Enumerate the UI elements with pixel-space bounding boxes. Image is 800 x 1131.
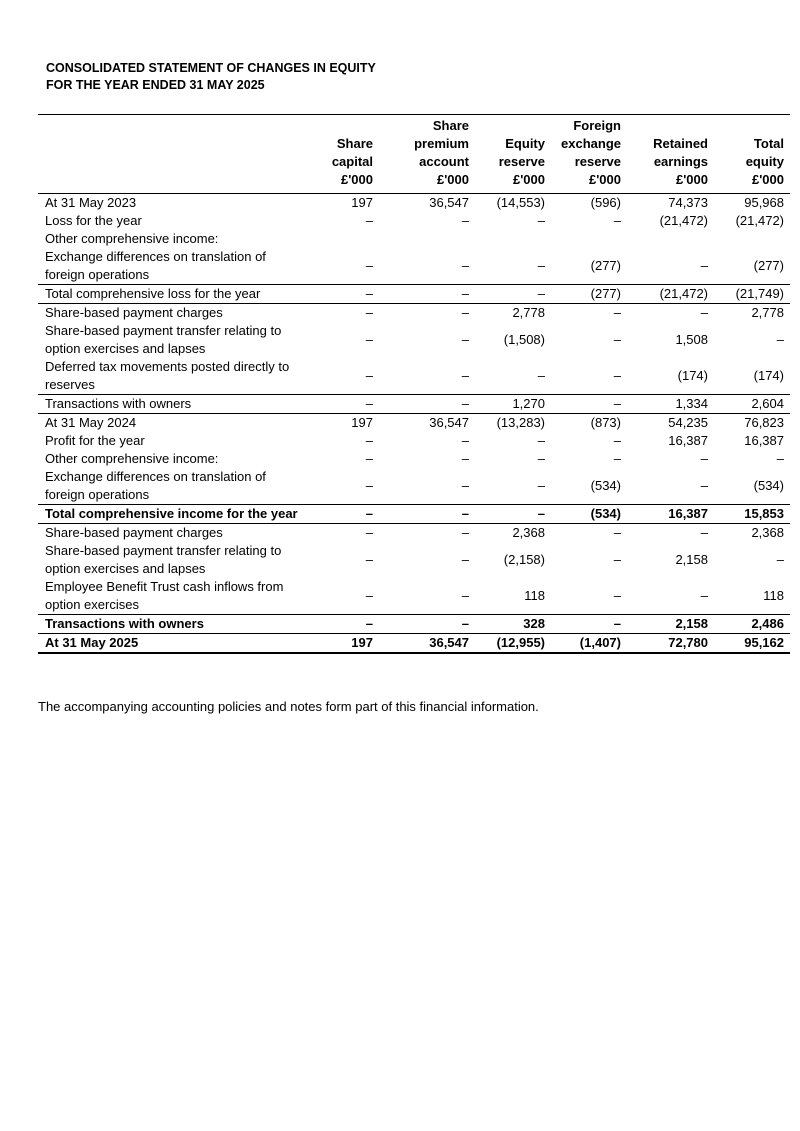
footnote: The accompanying accounting policies and notes form part of this financial information. <box>38 699 539 714</box>
cell-value: – <box>613 552 621 567</box>
cell-value: – <box>314 285 379 304</box>
row-label: Total comprehensive loss for the year <box>38 285 314 304</box>
cell-value: 2,486 <box>714 615 790 634</box>
column-header <box>379 115 475 194</box>
column-header-line: capital <box>331 154 373 169</box>
cell-value: 328 <box>475 615 551 634</box>
cell-value: – <box>475 505 551 524</box>
cell-value: – <box>365 433 373 448</box>
table-row <box>38 248 790 285</box>
row-label: Transactions with owners <box>38 615 314 634</box>
cell-value <box>714 230 790 248</box>
title-line-2: FOR THE YEAR ENDED 31 MAY 2025 <box>46 78 265 92</box>
cell-value: 197 <box>314 634 379 654</box>
column-header-line: equity <box>745 154 784 169</box>
cell-value: – <box>461 451 469 466</box>
cell-value: – <box>461 332 469 347</box>
table-row <box>38 395 790 414</box>
table-row <box>38 615 790 634</box>
table-row <box>38 212 790 230</box>
table-row <box>38 304 790 323</box>
cell-value: 2,604 <box>714 395 790 414</box>
cell-value: 36,547 <box>379 414 475 433</box>
cell-value: – <box>776 552 784 567</box>
column-header <box>551 115 627 194</box>
cell-value: 74,373 <box>627 194 714 213</box>
cell-value: – <box>627 304 714 323</box>
column-header-line: exchange <box>561 136 621 151</box>
row-label: At 31 May 2024 <box>38 414 314 433</box>
table-row <box>38 358 790 395</box>
row-label: Total comprehensive income for the year <box>38 505 314 524</box>
row-label: Deferred tax movements posted directly to reserves <box>45 359 290 392</box>
cell-value <box>379 230 475 248</box>
cell-value <box>314 230 379 248</box>
cell-value: (21,472) <box>735 213 784 228</box>
cell-value: – <box>537 368 545 383</box>
cell-value: – <box>700 588 708 603</box>
cell-value: – <box>365 258 373 273</box>
cell-value: – <box>551 395 627 414</box>
column-header-line: £'000 <box>512 172 545 187</box>
table-row <box>38 578 790 615</box>
cell-value: 1,270 <box>475 395 551 414</box>
cell-value: 36,547 <box>379 194 475 213</box>
cell-value: – <box>613 368 621 383</box>
cell-value: 36,547 <box>379 634 475 654</box>
cell-value: 95,968 <box>714 194 790 213</box>
cell-value: – <box>365 368 373 383</box>
cell-value: – <box>461 552 469 567</box>
cell-value: (534) <box>551 505 627 524</box>
cell-value: – <box>379 615 475 634</box>
cell-value: – <box>613 588 621 603</box>
cell-value: – <box>551 615 627 634</box>
column-header-line: £'000 <box>751 172 784 187</box>
row-label: At 31 May 2023 <box>38 194 314 213</box>
cell-value: – <box>613 451 621 466</box>
table-row <box>38 285 790 304</box>
cell-value: – <box>700 478 708 493</box>
cell-value: – <box>365 588 373 603</box>
table-row <box>38 542 790 578</box>
column-header-line: £'000 <box>675 172 708 187</box>
cell-value <box>551 230 627 248</box>
row-label: Loss for the year <box>45 213 142 228</box>
cell-value: – <box>461 258 469 273</box>
table-row <box>38 468 790 505</box>
cell-value: – <box>475 285 551 304</box>
cell-value <box>627 230 714 248</box>
cell-value: – <box>379 524 475 543</box>
header-label-spacer <box>38 115 314 194</box>
cell-value: – <box>461 213 469 228</box>
table-row <box>38 230 790 248</box>
table-row <box>38 634 790 654</box>
title-line-1: CONSOLIDATED STATEMENT OF CHANGES IN EQUITY <box>46 61 376 75</box>
cell-value: – <box>700 451 708 466</box>
statement-title <box>46 60 376 94</box>
cell-value: (277) <box>551 285 627 304</box>
cell-value: 16,387 <box>668 433 708 448</box>
cell-value: – <box>461 433 469 448</box>
cell-value: (1,407) <box>551 634 627 654</box>
cell-value: 2,158 <box>675 552 708 567</box>
cell-value: 54,235 <box>627 414 714 433</box>
cell-value <box>475 230 551 248</box>
table-body <box>38 194 790 654</box>
cell-value: – <box>461 478 469 493</box>
column-header <box>475 115 551 194</box>
cell-value: (277) <box>753 258 784 273</box>
cell-value: (174) <box>753 368 784 383</box>
row-label: Employee Benefit Trust cash inflows from option exercises <box>45 579 284 612</box>
cell-value: (534) <box>753 478 784 493</box>
column-header-line: account <box>419 154 469 169</box>
cell-value: 76,823 <box>714 414 790 433</box>
table-header-row <box>38 115 790 194</box>
column-header-line: Foreign <box>573 118 621 133</box>
cell-value: (21,472) <box>627 285 714 304</box>
column-header-line: Equity <box>505 136 545 151</box>
table-row <box>38 322 790 358</box>
column-header-line: Share <box>432 118 469 133</box>
cell-value: (596) <box>551 194 627 213</box>
cell-value: 1,508 <box>675 332 708 347</box>
cell-value: (277) <box>590 258 621 273</box>
cell-value: (13,283) <box>475 414 551 433</box>
cell-value: 197 <box>314 194 379 213</box>
cell-value: 2,368 <box>714 524 790 543</box>
table-row <box>38 432 790 450</box>
cell-value: 72,780 <box>627 634 714 654</box>
cell-value: (534) <box>590 478 621 493</box>
cell-value: (12,955) <box>475 634 551 654</box>
cell-value: 16,387 <box>627 505 714 524</box>
cell-value: – <box>365 478 373 493</box>
row-label: Exchange differences on translation of foreign operations <box>45 249 266 282</box>
column-header <box>627 115 714 194</box>
cell-value: 2,158 <box>627 615 714 634</box>
row-label: At 31 May 2025 <box>38 634 314 654</box>
column-header-line: reserve <box>498 154 545 169</box>
cell-value: 15,853 <box>714 505 790 524</box>
cell-value: – <box>537 478 545 493</box>
column-header-line: Retained <box>653 136 708 151</box>
cell-value: – <box>314 304 379 323</box>
cell-value: 2,368 <box>475 524 551 543</box>
cell-value: 118 <box>524 588 545 603</box>
cell-value: (21,749) <box>714 285 790 304</box>
cell-value: – <box>314 505 379 524</box>
table-row <box>38 194 790 213</box>
row-label: Other comprehensive income: <box>45 451 219 466</box>
cell-value: – <box>365 213 373 228</box>
cell-value: 1,334 <box>627 395 714 414</box>
column-header-line: £'000 <box>340 172 373 187</box>
cell-value: 95,162 <box>714 634 790 654</box>
cell-value: – <box>776 451 784 466</box>
table-row <box>38 524 790 543</box>
cell-value: – <box>379 285 475 304</box>
cell-value: – <box>613 332 621 347</box>
cell-value: – <box>461 588 469 603</box>
cell-value: – <box>461 368 469 383</box>
cell-value: (174) <box>677 368 708 383</box>
cell-value: – <box>700 258 708 273</box>
column-header-line: £'000 <box>436 172 469 187</box>
cell-value: 2,778 <box>475 304 551 323</box>
cell-value: 16,387 <box>744 433 784 448</box>
cell-value: – <box>537 433 545 448</box>
cell-value: – <box>613 213 621 228</box>
cell-value: – <box>365 552 373 567</box>
cell-value: (873) <box>551 414 627 433</box>
row-label: Share-based payment transfer relating to option exercises and lapses <box>45 323 282 356</box>
cell-value: 197 <box>314 414 379 433</box>
cell-value: (2,158) <box>503 552 545 567</box>
cell-value: – <box>551 304 627 323</box>
cell-value: (21,472) <box>659 213 708 228</box>
column-header-line: £'000 <box>588 172 621 187</box>
row-label: Profit for the year <box>45 433 145 448</box>
row-label: Exchange differences on translation of foreign operations <box>45 469 266 502</box>
cell-value: – <box>537 451 545 466</box>
cell-value: – <box>537 258 545 273</box>
equity-table <box>38 114 790 654</box>
row-label: Share-based payment transfer relating to option exercises and lapses <box>45 543 282 576</box>
row-label: Transactions with owners <box>38 395 314 414</box>
cell-value: – <box>314 615 379 634</box>
cell-value: – <box>379 505 475 524</box>
cell-value: – <box>379 304 475 323</box>
cell-value: – <box>365 451 373 466</box>
cell-value: – <box>627 524 714 543</box>
cell-value: – <box>551 524 627 543</box>
cell-value: – <box>314 395 379 414</box>
column-header <box>314 115 379 194</box>
column-header-line: reserve <box>574 154 621 169</box>
row-label: Other comprehensive income: <box>45 231 219 246</box>
column-header <box>714 115 790 194</box>
cell-value: – <box>537 213 545 228</box>
cell-value: – <box>613 433 621 448</box>
cell-value: – <box>379 395 475 414</box>
cell-value: 2,778 <box>714 304 790 323</box>
row-label: Share-based payment charges <box>38 524 314 543</box>
cell-value: (14,553) <box>475 194 551 213</box>
cell-value: 118 <box>763 588 784 603</box>
table-row <box>38 450 790 468</box>
table-row <box>38 505 790 524</box>
column-header-line: Share <box>336 136 373 151</box>
column-header-line: premium <box>414 136 469 151</box>
cell-value: – <box>365 332 373 347</box>
row-label: Share-based payment charges <box>38 304 314 323</box>
table-row <box>38 414 790 433</box>
column-header-line: Total <box>753 136 784 151</box>
cell-value: – <box>314 524 379 543</box>
cell-value: (1,508) <box>503 332 545 347</box>
cell-value: – <box>776 332 784 347</box>
column-header-line: earnings <box>653 154 708 169</box>
